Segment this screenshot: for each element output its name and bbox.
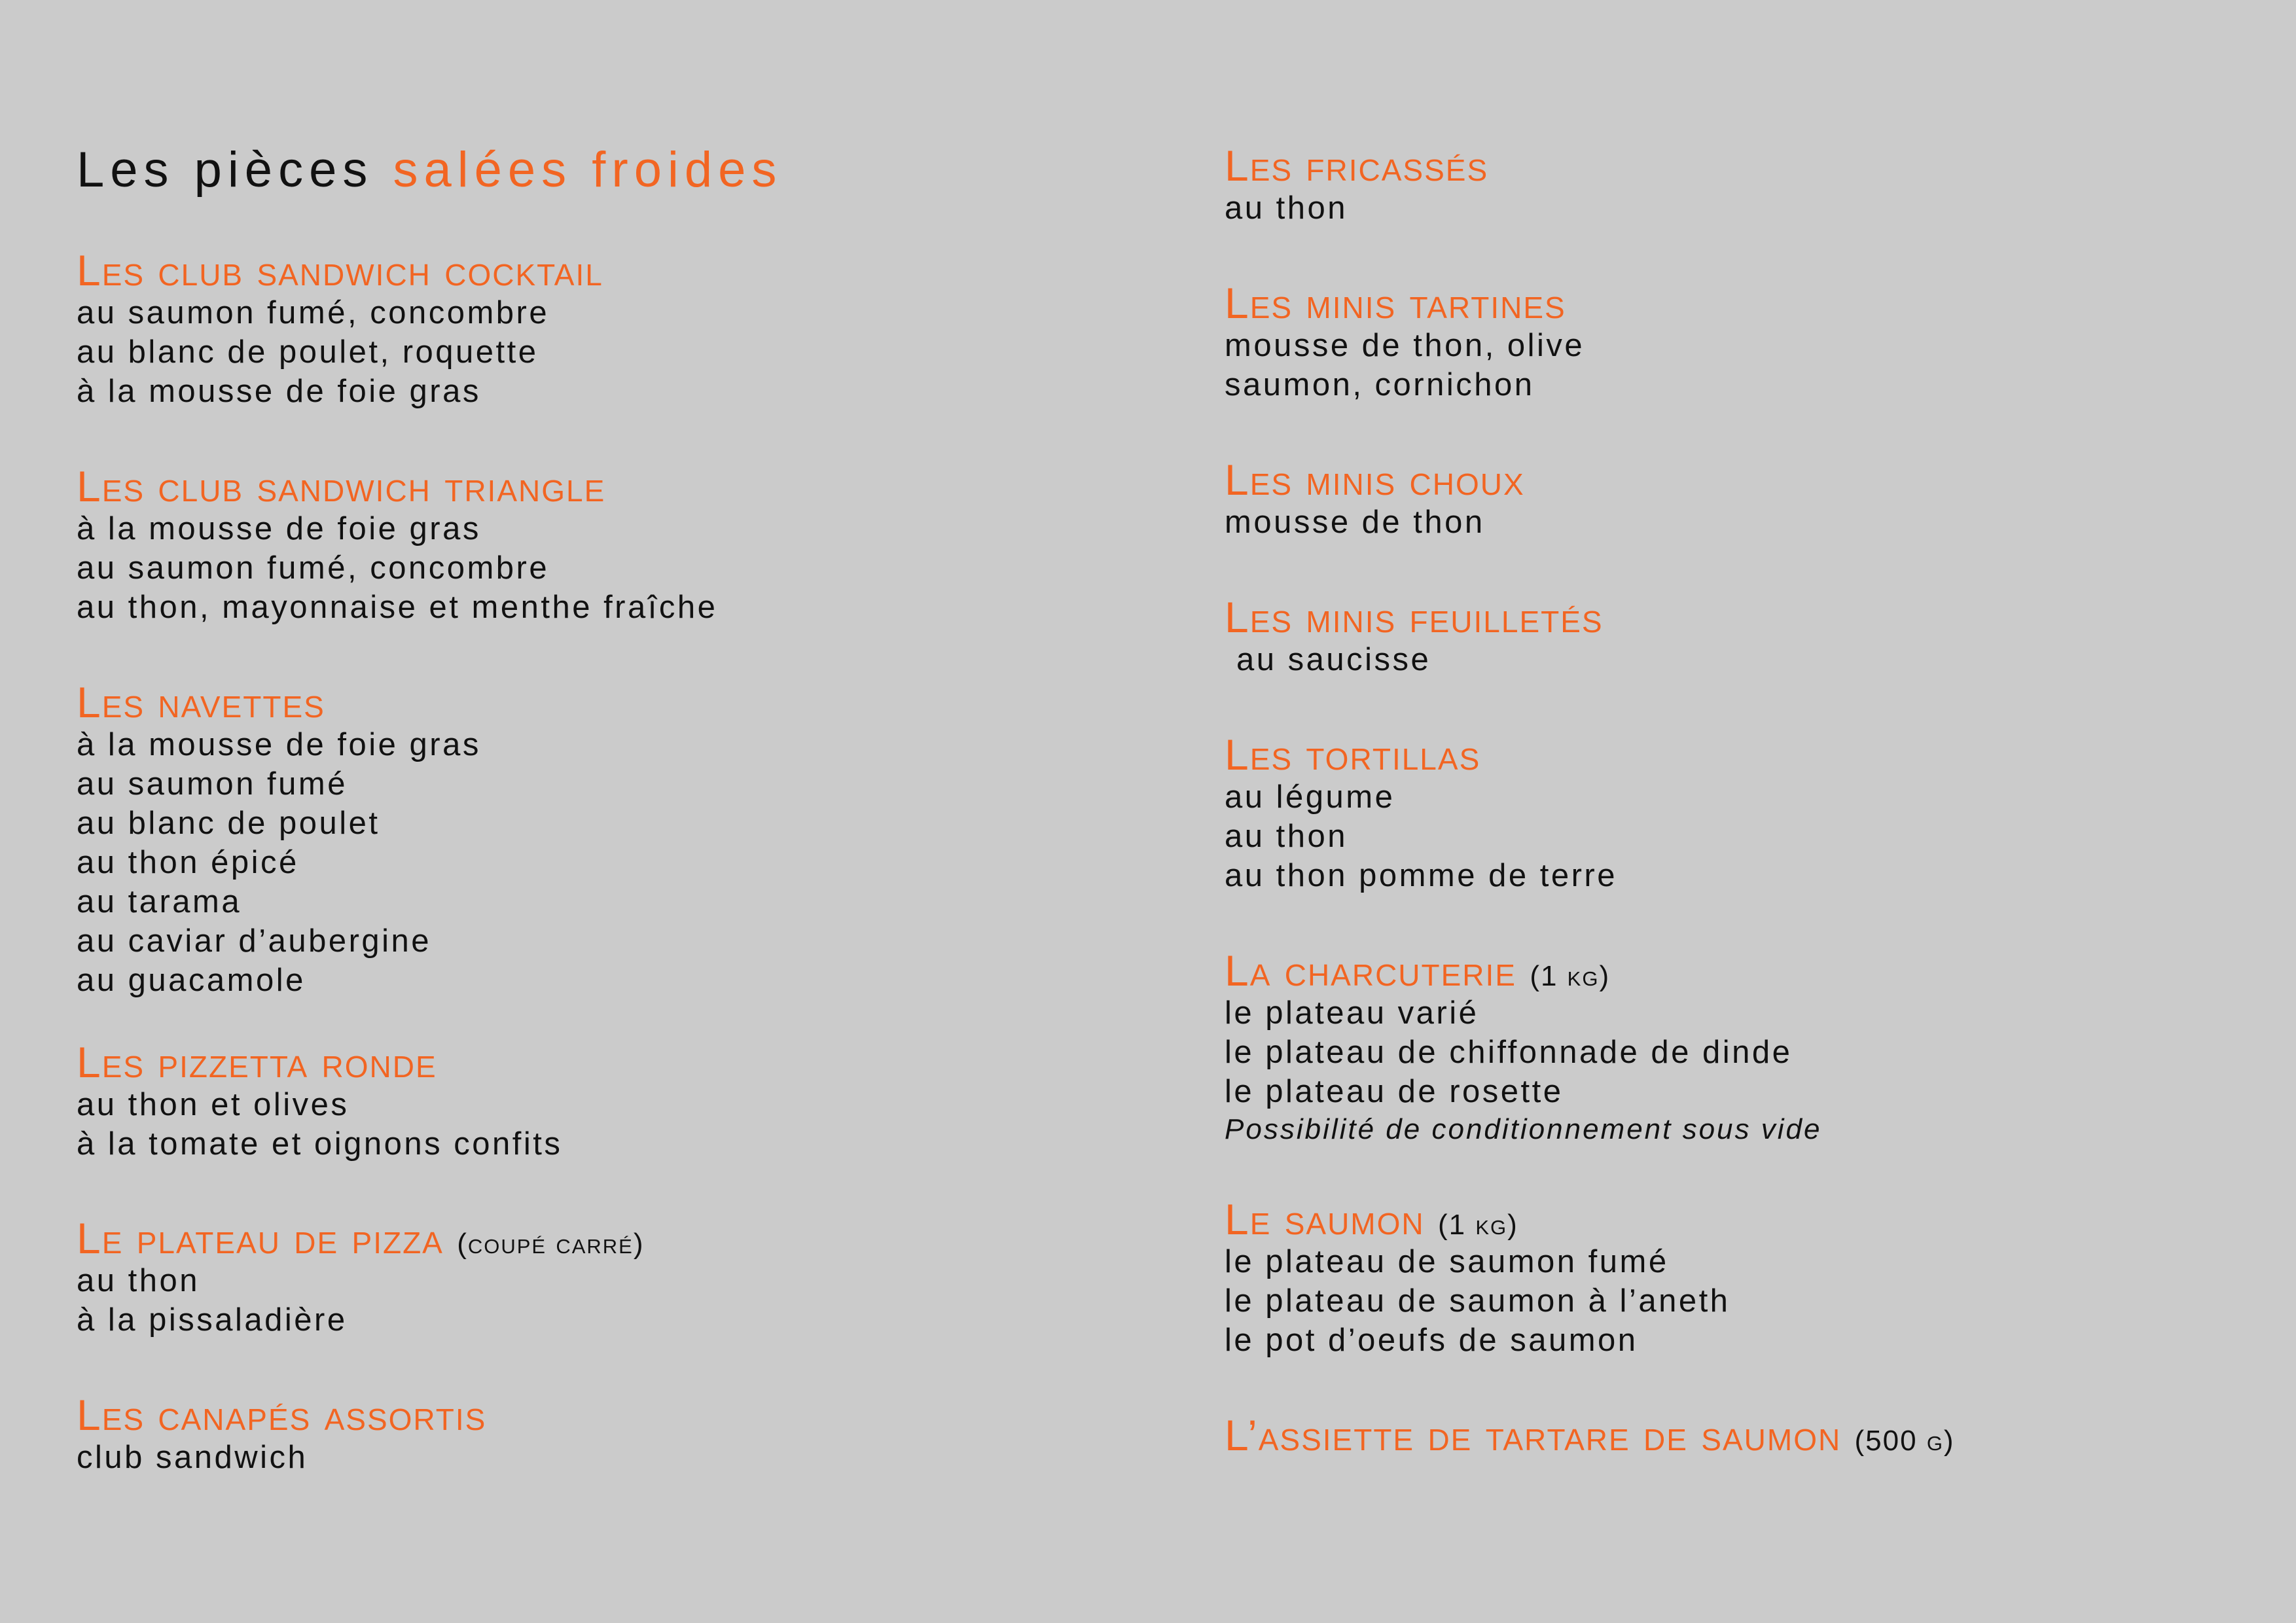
menu-item: club sandwich bbox=[77, 1440, 308, 1475]
menu-item: au guacamole bbox=[77, 963, 306, 998]
menu-item: au thon bbox=[1225, 819, 1348, 854]
section-pizzetta-ronde bbox=[77, 1039, 562, 1164]
section-minis-tartines bbox=[1225, 280, 1585, 404]
menu-item: au thon bbox=[1225, 190, 1348, 226]
section-title: Les minis feuilletés bbox=[1225, 593, 1604, 641]
page-title-main: Les pièces bbox=[77, 142, 374, 198]
section-title: Les pizzetta ronde bbox=[77, 1038, 437, 1086]
menu-item: au thon épicé bbox=[77, 845, 299, 880]
menu-item: le plateau de saumon fumé bbox=[1225, 1244, 1669, 1279]
menu-item: le plateau varié bbox=[1225, 995, 1479, 1031]
menu-item: au saumon fumé, concombre bbox=[77, 550, 550, 586]
section-plateau-de-pizza bbox=[77, 1215, 645, 1340]
section-canapes-assortis bbox=[77, 1392, 486, 1477]
section-title: Les club sandwich cocktail bbox=[77, 246, 603, 294]
menu-item: au caviar d’aubergine bbox=[77, 923, 432, 959]
section-title: Les club sandwich triangle bbox=[77, 462, 606, 510]
section-title: Les tortillas bbox=[1225, 730, 1481, 779]
menu-item: le plateau de chiffonnade de dinde bbox=[1225, 1035, 1793, 1070]
section-saumon bbox=[1225, 1196, 1730, 1360]
menu-item: au blanc de poulet, roquette bbox=[77, 334, 539, 370]
menu-item: au thon et olives bbox=[77, 1087, 350, 1122]
section-minis-choux bbox=[1225, 457, 1525, 542]
menu-item: le plateau de rosette bbox=[1225, 1074, 1564, 1109]
menu-item: à la mousse de foie gras bbox=[77, 727, 481, 762]
menu-item: le plateau de saumon à l’aneth bbox=[1225, 1283, 1731, 1319]
menu-item: au thon bbox=[77, 1263, 200, 1298]
section-title: Les fricassés bbox=[1225, 141, 1489, 190]
section-club-sandwich-triangle bbox=[77, 463, 717, 627]
section-title: Les minis choux bbox=[1225, 455, 1525, 504]
section-note: (coupé carré) bbox=[457, 1228, 645, 1260]
menu-item: le pot d’oeufs de saumon bbox=[1225, 1323, 1638, 1358]
section-charcuterie bbox=[1225, 948, 1821, 1148]
section-note: (1 kg) bbox=[1530, 960, 1611, 992]
menu-item: au thon pomme de terre bbox=[1225, 858, 1617, 893]
menu-item: au légume bbox=[1225, 779, 1395, 815]
menu-item: à la mousse de foie gras bbox=[77, 511, 481, 546]
page-title bbox=[77, 139, 782, 202]
section-note: (1 kg) bbox=[1437, 1209, 1518, 1241]
page-title-accent: salées froides bbox=[393, 142, 783, 198]
menu-item: à la mousse de foie gras bbox=[77, 374, 481, 409]
section-tartare-de-saumon bbox=[1225, 1412, 1955, 1458]
section-remark: Possibilité de conditionnement sous vide bbox=[1225, 1113, 1822, 1145]
menu-item: saumon, cornichon bbox=[1225, 367, 1535, 402]
section-club-sandwich-cocktail bbox=[77, 247, 603, 411]
section-title-text: L’assiette de tartare de saumon bbox=[1225, 1411, 1842, 1459]
section-note: (500 g) bbox=[1854, 1425, 1955, 1457]
section-tortillas bbox=[1225, 732, 1617, 895]
menu-item: mousse de thon bbox=[1225, 505, 1485, 540]
menu-item: au tarama bbox=[77, 884, 242, 919]
menu-item: au saucisse bbox=[1236, 642, 1431, 677]
menu-item: au saumon fumé bbox=[77, 766, 348, 802]
menu-item: au blanc de poulet bbox=[77, 806, 380, 841]
section-title-text: Le plateau de pizza bbox=[77, 1214, 444, 1262]
section-title: Les minis tartines bbox=[1225, 279, 1566, 327]
section-title bbox=[1225, 948, 1821, 993]
section-title: Les navettes bbox=[77, 678, 325, 726]
section-title-text: Le saumon bbox=[1225, 1195, 1425, 1243]
section-navettes bbox=[77, 679, 481, 1000]
section-fricasses bbox=[1225, 143, 1488, 228]
menu-item: mousse de thon, olive bbox=[1225, 328, 1585, 363]
section-title-text: La charcuterie bbox=[1225, 946, 1516, 995]
section-title bbox=[77, 1215, 645, 1261]
menu-item: au saumon fumé, concombre bbox=[77, 295, 550, 330]
section-title bbox=[1225, 1412, 1955, 1458]
menu-item: au thon, mayonnaise et menthe fraîche bbox=[77, 590, 718, 625]
section-minis-feuilletes bbox=[1225, 594, 1604, 679]
menu-item: à la tomate et oignons confits bbox=[77, 1126, 563, 1162]
section-title bbox=[1225, 1196, 1730, 1242]
menu-item: à la pissaladière bbox=[77, 1302, 348, 1338]
section-title: Les canapés assortis bbox=[77, 1391, 487, 1439]
